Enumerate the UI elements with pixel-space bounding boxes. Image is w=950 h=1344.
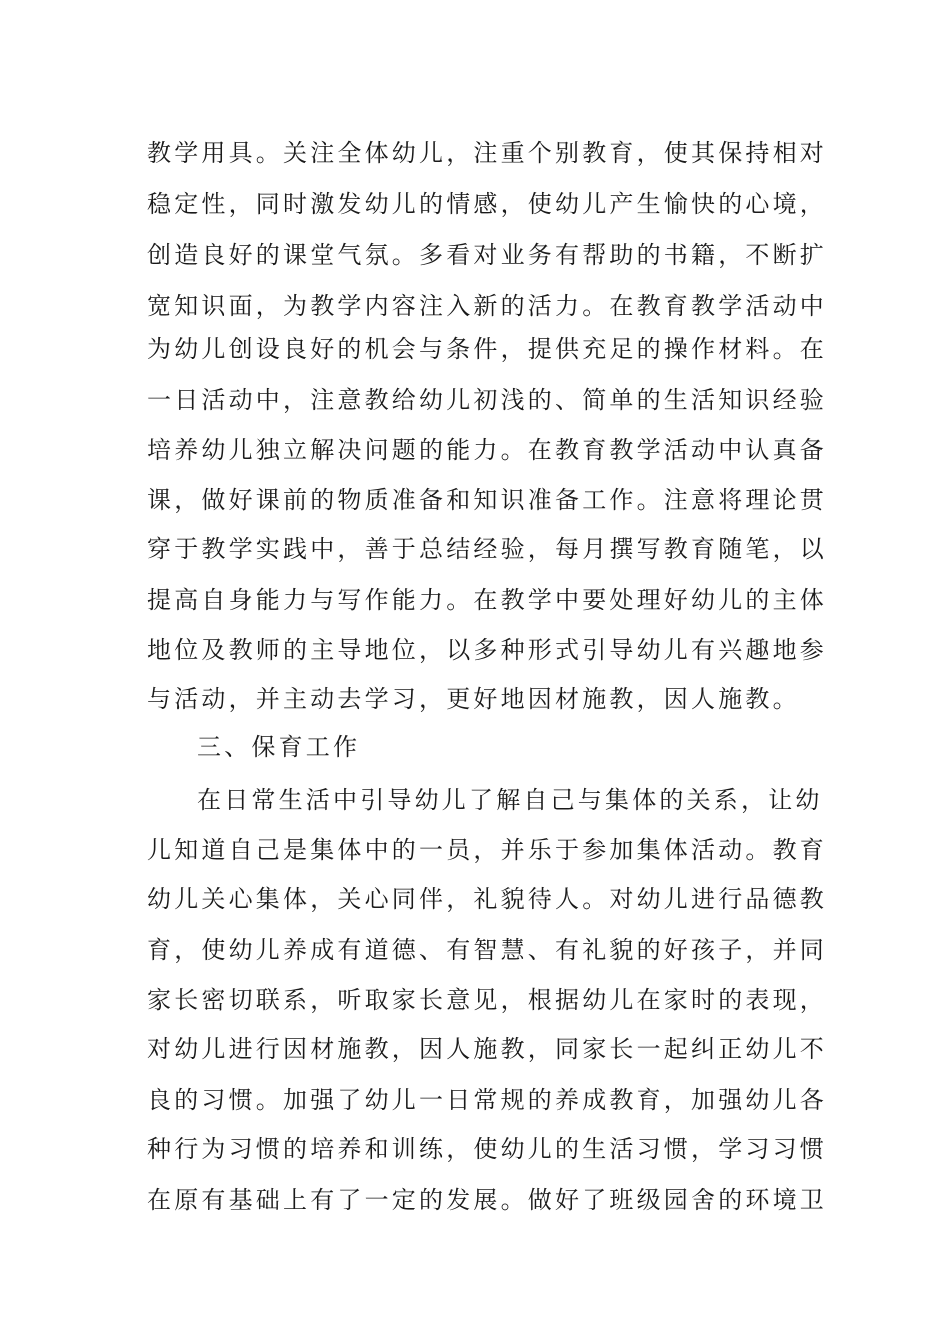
text-line: 在原有基础上有了一定的发展。做好了班级园舍的环境卫 bbox=[147, 1186, 827, 1214]
text-line: 培养幼儿独立解决问题的能力。在教育教学活动中认真备 bbox=[147, 436, 827, 464]
text-line: 稳定性，同时激发幼儿的情感，使幼儿产生愉快的心境， bbox=[147, 190, 827, 218]
text-line: 课，做好课前的物质准备和知识准备工作。注意将理论贯 bbox=[147, 486, 827, 514]
text-line: 在日常生活中引导幼儿了解自己与集体的关系，让幼 bbox=[197, 786, 823, 814]
text-line: 地位及教师的主导地位，以多种形式引导幼儿有兴趣地参 bbox=[147, 636, 827, 664]
text-line: 与活动，并主动去学习，更好地因材施教，因人施教。 bbox=[147, 685, 800, 713]
text-line: 创造良好的课堂气氛。多看对业务有帮助的书籍，不断扩 bbox=[147, 241, 827, 269]
text-line: 穿于教学实践中，善于总结经验，每月撰写教育随笔，以 bbox=[147, 535, 827, 563]
text-line: 种行为习惯的培养和训练，使幼儿的生活习惯，学习习惯 bbox=[147, 1135, 827, 1163]
text-line: 为幼儿创设良好的机会与条件，提供充足的操作材料。在 bbox=[147, 335, 827, 363]
text-line: 提高自身能力与写作能力。在教学中要处理好幼儿的主体 bbox=[147, 586, 827, 614]
section-heading: 三、保育工作 bbox=[197, 733, 361, 761]
text-line: 宽知识面，为教学内容注入新的活力。在教育教学活动中 bbox=[147, 292, 827, 320]
text-line: 一日活动中，注意教给幼儿初浅的、简单的生活知识经验 bbox=[147, 386, 827, 414]
text-line: 教学用具。关注全体幼儿，注重个别教育，使其保持相对 bbox=[147, 139, 827, 167]
text-line: 对幼儿进行因材施教，因人施教，同家长一起纠正幼儿不 bbox=[147, 1035, 827, 1063]
text-line: 家长密切联系，听取家长意见，根据幼儿在家时的表现， bbox=[147, 986, 827, 1014]
text-line: 良的习惯。加强了幼儿一日常规的养成教育，加强幼儿各 bbox=[147, 1086, 827, 1114]
text-line: 幼儿关心集体，关心同伴，礼貌待人。对幼儿进行品德教 bbox=[147, 885, 827, 913]
text-line: 育，使幼儿养成有道德、有智慧、有礼貌的好孩子，并同 bbox=[147, 936, 827, 964]
text-line: 儿知道自己是集体中的一员，并乐于参加集体活动。教育 bbox=[147, 836, 827, 864]
